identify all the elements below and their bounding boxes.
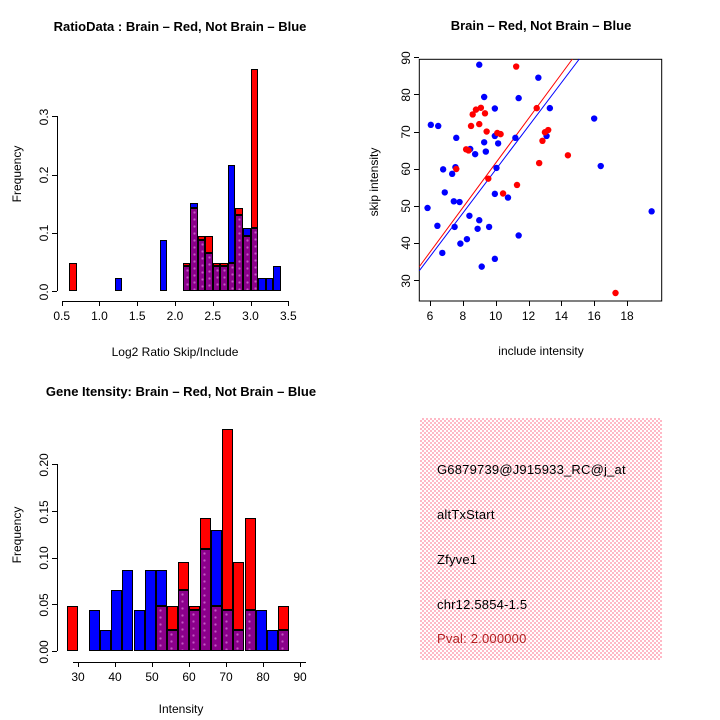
hist-bar-overlap [220,266,228,291]
gene-hist-title: Gene Itensity: Brain – Red, Not Brain – Blue [45,384,317,399]
hist-bar-overlap [205,253,213,291]
scatter-point-blue [428,122,434,128]
hist-bar-overlap [167,630,178,651]
x-tick-label: 12 [521,309,536,323]
scatter-title: Brain – Red, Not Brain – Blue [450,18,632,33]
hist-bar-red [67,606,78,651]
y-tick-label-text: 0.2 [37,166,51,184]
hist-bar-overlap [183,266,191,291]
scatter-point-red [476,121,482,127]
x-tick [430,301,431,306]
x-tick-label: 1.5 [128,309,146,323]
x-tick-label: 16 [587,309,601,323]
scatter-point-blue [535,74,541,80]
scatter-point-blue [481,139,487,145]
hist-bar-overlap [245,610,256,651]
hist-bar-blue [100,630,111,651]
scatter-point-red [536,160,542,166]
scatter-point-blue [492,256,498,262]
x-tick-label: 50 [145,670,159,684]
x-tick-label: 30 [71,670,85,684]
y-tick-label-text: 0.15 [37,499,51,524]
scatter-point-blue [457,240,463,246]
hist-bar-red [183,263,191,266]
hist-bar-red [220,263,228,266]
scatter-point-red [514,182,520,188]
x-tick-label: 8 [459,309,467,323]
hist-bar-overlap [200,549,211,651]
hist-bar-overlap [235,215,243,291]
x-tick [496,301,497,306]
hist-bar-red [245,518,256,610]
x-tick [263,662,264,667]
scatter-point-blue [424,205,430,211]
x-tick-label: 60 [182,670,196,684]
hist-bar-red [278,606,289,630]
y-tick [414,57,419,58]
hist-bar-overlap [178,590,189,651]
hist-bar-overlap [228,263,236,291]
scatter-point-blue [481,94,487,100]
y-tick [52,651,57,652]
hist-bar-overlap [189,610,200,651]
scatter-point-red [539,138,545,144]
x-tick [62,301,63,306]
y-tick [52,233,57,234]
x-tick-label: 1.0 [91,309,108,323]
y-tick [52,558,57,559]
scatter-point-red [513,63,519,69]
y-axis [57,116,58,291]
scatter-xlabel: include intensity [498,344,584,358]
info-pval: Pval: 2.000000 [437,631,527,646]
hist-bar-blue [156,570,167,606]
x-tick-label: 6 [426,309,434,323]
scatter-point-blue [440,166,446,172]
scatter-point-blue [591,115,597,121]
scatter-point-blue [464,236,470,242]
x-tick [529,301,530,306]
hist-bar-red [198,236,206,241]
x-tick [152,662,153,667]
hist-bar-red [167,606,178,630]
hist-bar-blue [111,590,122,651]
hist-bar-red [233,562,244,630]
hist-bar-red [251,69,259,227]
scatter-point-red [497,131,503,137]
hist-bar-overlap [243,236,251,291]
gene-hist-ylabel-text: Frequency [10,506,24,564]
x-tick [175,301,176,306]
info-event-type: altTxStart [437,507,495,522]
scatter-point-blue [451,198,457,204]
y-tick-label-text: 30 [399,273,414,288]
x-tick-label: 3.0 [242,309,259,323]
hist-bar-blue [145,570,156,651]
scatter-point-blue [476,62,482,68]
y-tick-label-text: 0.05 [37,593,51,617]
hist-bar-overlap [211,606,222,651]
info-box [420,418,662,660]
hist-bar-blue [89,610,100,651]
y-tick [414,243,419,244]
x-tick [561,301,562,306]
scatter-point-red [545,127,551,133]
hist-bar-overlap [156,606,167,651]
scatter-point-blue [435,123,441,129]
y-tick [52,291,57,292]
scatter-point-blue [512,135,518,141]
y-tick [414,280,419,281]
scatter-point-blue [453,135,459,141]
y-tick-label-text: 60 [399,162,414,176]
x-tick [288,301,289,306]
scatter-point-red [500,190,506,196]
x-tick [627,301,628,306]
x-tick-label: 40 [108,670,122,684]
x-tick-label: 10 [488,309,503,323]
scatter-point-blue [492,105,498,111]
scatter-point-red [534,105,540,111]
panel-ratio-histogram [0,0,360,360]
scatter-canvas [360,0,720,360]
hist-bar-blue [134,610,145,651]
scatter-point-red [565,152,571,158]
x-tick [189,662,190,667]
y-tick [414,206,419,207]
hist-bar-blue [190,203,198,208]
scatter-point-red [612,290,618,296]
scatter-point-blue [434,223,440,229]
panel-info [360,360,720,720]
scatter-point-blue [483,148,489,154]
scatter-point-red [465,147,471,153]
ratio-hist-title: RatioData : Brain – Red, Not Brain – Blue [53,19,307,34]
info-gene-symbol: Zfyve1 [437,552,478,567]
gene-hist-xlabel: Intensity [158,702,204,716]
info-probe-id: G6879739@J915933_RC@j_at [437,462,626,477]
scatter-point-red [483,128,489,134]
scatter-point-blue [472,151,478,157]
x-tick-label: 0.5 [53,309,71,323]
y-tick-label-text: 0.3 [37,108,51,126]
x-tick [226,662,227,667]
hist-bar-red [213,263,221,266]
hist-bar-blue [115,278,123,291]
scatter-point-blue [439,250,445,256]
y-tick [52,116,57,117]
y-tick-label-text: 70 [399,125,414,139]
x-tick-label: 18 [620,309,634,323]
plot-box [419,59,661,301]
hist-bar-blue [243,228,251,236]
hist-bar-blue [211,530,222,607]
hist-bar-blue [266,278,274,291]
hist-bar-overlap [233,630,244,651]
y-tick [52,175,57,176]
scatter-point-red [468,123,474,129]
y-tick-label-text: 40 [399,236,414,251]
hist-bar-red [178,562,189,590]
y-tick-label-text: 0.20 [37,453,51,477]
y-tick [52,604,57,605]
panel-gene-intensity-histogram [0,360,360,720]
scatter-point-blue [479,263,485,269]
scatter-ylabel-text: skip intensity [367,147,381,217]
scatter-point-blue [505,194,511,200]
y-tick-label-text: 0.1 [37,224,51,242]
panel-scatter-plot [360,0,720,360]
scatter-point-blue [486,224,492,230]
ratio-hist-ylabel-text: Frequency [10,145,24,203]
y-tick-label-text: 50 [399,199,414,213]
hist-bar-blue [228,165,236,263]
x-tick-label: 3.5 [279,309,297,323]
scatter-point-blue [474,226,480,232]
hist-bar-overlap [251,228,259,291]
y-axis [57,464,58,651]
x-tick-label: 2.5 [204,309,222,323]
info-locus: chr12.5854-1.5 [437,597,528,612]
scatter-point-red [478,105,484,111]
hist-bar-overlap [198,240,206,291]
x-tick [137,301,138,306]
hist-bar-red [205,236,213,253]
hist-bar-red [200,518,211,550]
hist-bar-red [189,606,200,610]
y-tick [414,94,419,95]
scatter-point-blue [493,165,499,171]
scatter-point-blue [451,224,457,230]
y-tick [414,132,419,133]
scatter-point-blue [492,191,498,197]
y-tick [52,464,57,465]
scatter-point-red [469,111,475,117]
hist-bar-red [222,429,233,610]
x-tick [251,301,252,306]
scatter-point-blue [466,213,472,219]
y-tick-label-text: 90 [399,51,414,65]
x-tick [213,301,214,306]
x-tick [463,301,464,306]
x-tick-label: 2.0 [166,309,184,323]
y-tick-label-text: 0.00 [37,639,51,664]
hist-bar-red [235,208,243,216]
scatter-point-blue [442,189,448,195]
hist-bar-overlap [190,208,198,291]
hist-bar-overlap [213,266,221,291]
hist-bar-blue [122,570,133,651]
x-tick-label: 70 [219,670,233,684]
scatter-point-red [482,110,488,116]
x-tick-label: 14 [554,309,568,323]
x-tick-label: 80 [256,670,270,684]
x-tick [78,662,79,667]
scatter-point-blue [547,105,553,111]
y-tick [414,169,419,170]
y-tick [52,511,57,512]
y-tick-label-text: 0.0 [37,283,51,300]
y-tick-label-text: 0.10 [37,546,51,570]
x-tick [300,662,301,667]
y-tick-label-text: 80 [399,88,414,102]
hist-bar-blue [258,278,266,291]
x-tick [99,301,100,306]
ratio-hist-xlabel: Log2 Ratio Skip/Include [111,345,239,359]
scatter-point-blue [495,140,501,146]
hist-bar-overlap [222,610,233,651]
scatter-point-blue [456,199,462,205]
fit-line-red [419,59,572,267]
scatter-point-blue [476,217,482,223]
scatter-point-blue [648,208,654,214]
hist-bar-red [69,263,77,291]
scatter-point-blue [515,232,521,238]
x-tick-label: 90 [293,670,307,684]
scatter-point-blue [598,163,604,169]
scatter-point-blue [515,95,521,101]
scatter-point-red [453,166,459,172]
scatter-point-red [485,175,491,181]
hist-bar-blue [273,266,281,291]
hist-bar-overlap [278,630,289,651]
hist-bar-blue [256,610,267,651]
fit-line-blue [419,59,579,271]
hist-bar-blue [160,240,168,291]
hist-bar-blue [267,630,278,651]
x-tick [594,301,595,306]
x-tick [115,662,116,667]
